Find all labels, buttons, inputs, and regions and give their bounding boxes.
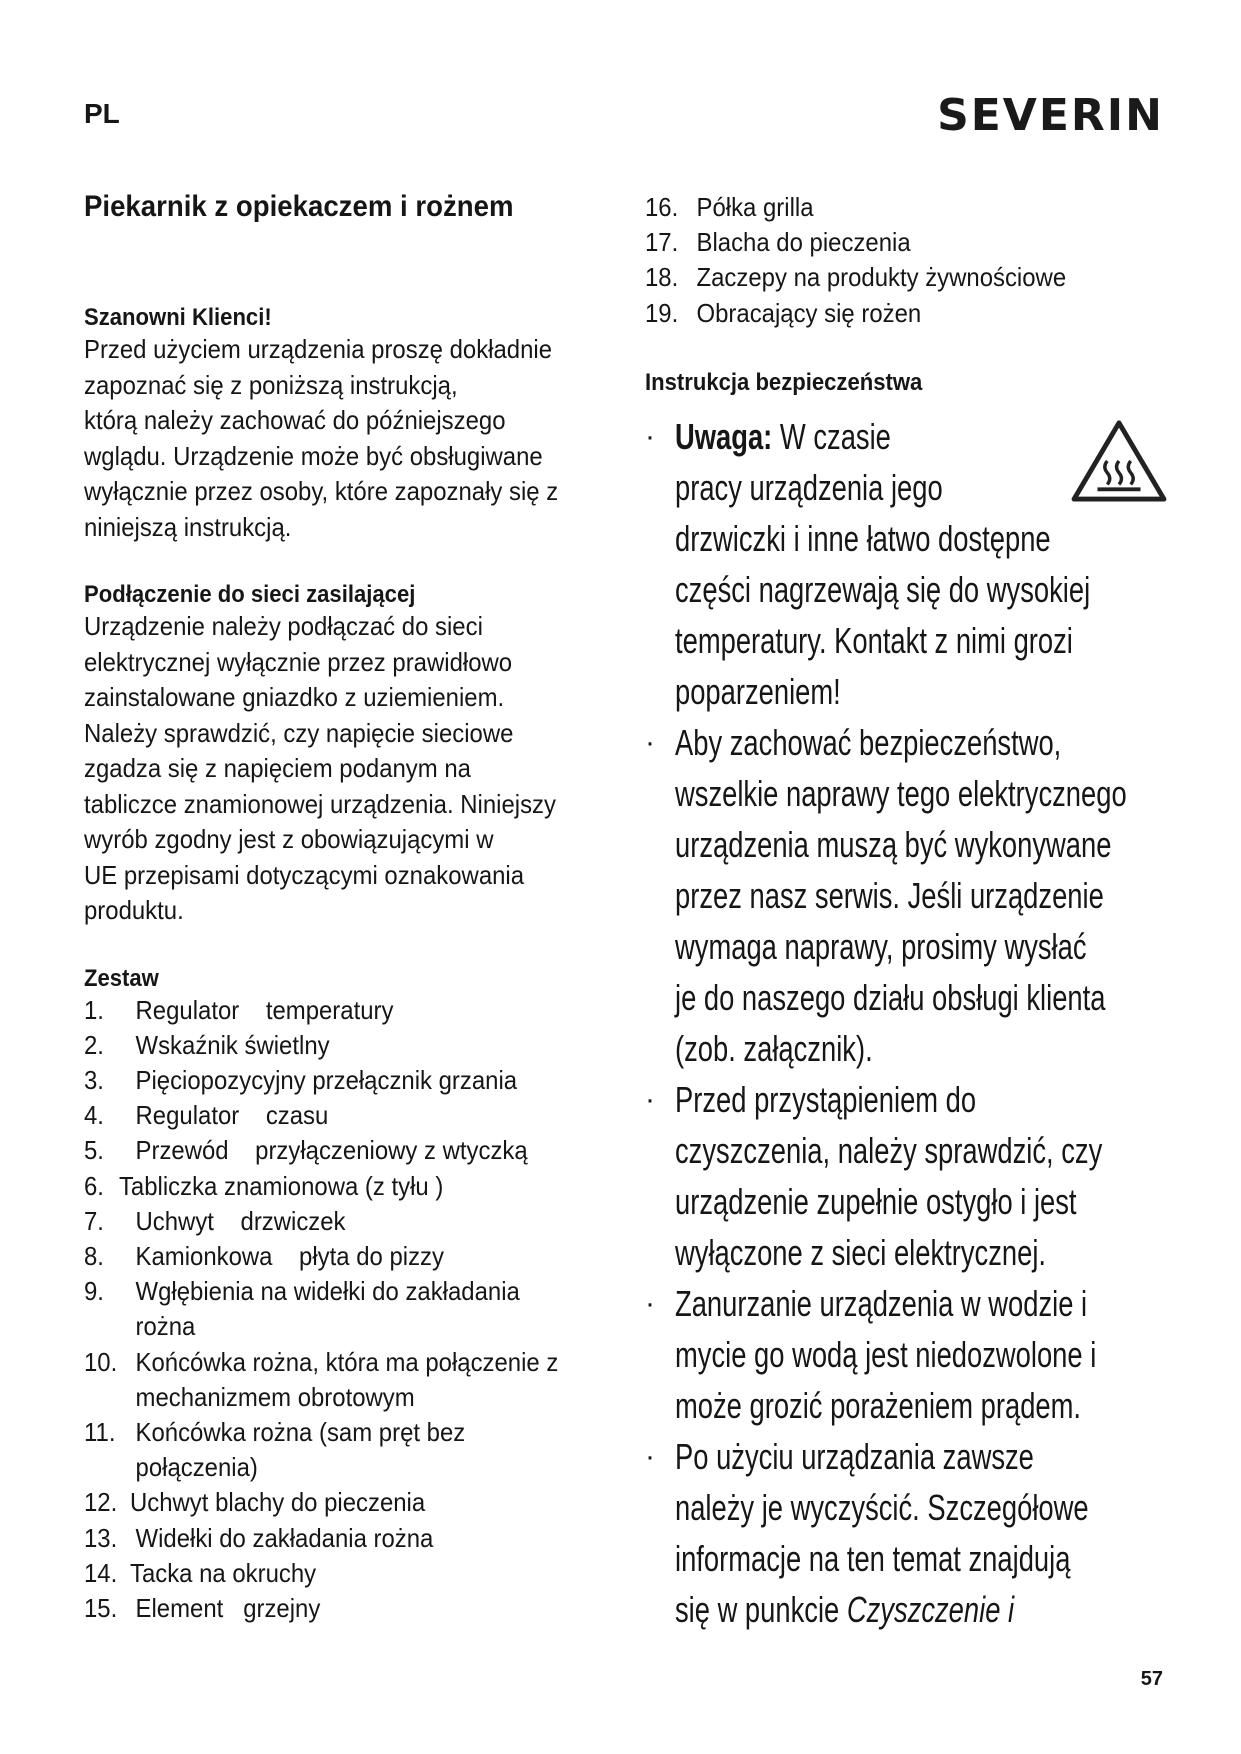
item-number: 9. — [84, 1276, 104, 1307]
item-number: 1. — [84, 994, 104, 1025]
text-line: Po użyciu urządzania zawsze — [675, 1435, 1034, 1477]
item-number: 17. — [645, 227, 679, 258]
item-text: Regulator czasu — [135, 1100, 329, 1131]
text-line: pracy urządzenia jego — [675, 466, 943, 508]
text-line: wyłączone z sieci elektrycznej. — [675, 1231, 1047, 1273]
item-number: 2. — [84, 1029, 104, 1060]
item-number: 8. — [84, 1240, 104, 1271]
safety-heading: Instrukcja bezpieczeństwa — [645, 368, 923, 396]
item-text: Widełki do zakładania rożna — [135, 1522, 434, 1553]
text-line: wglądu. Urządzenie może być obsługiwane — [84, 440, 543, 471]
item-number: 18. — [645, 262, 679, 293]
text-line: produktu. — [84, 895, 184, 925]
set-list — [84, 993, 636, 1627]
text-line: mycie go wodą jest niedozwolone i — [675, 1333, 1097, 1375]
item-text: Regulator temperatury — [135, 994, 394, 1025]
text-line: zapoznać się z poniższą instrukcją, — [84, 369, 458, 400]
text-line: zgadza się z napięciem podanym na — [84, 753, 471, 783]
list-item — [84, 1204, 636, 1239]
text-line: UE przepisami dotyczącymi oznakowania — [84, 859, 525, 890]
left-column — [84, 190, 624, 1626]
text-line: Urządzenie należy podłączać do sieci — [84, 611, 483, 641]
item-number: 19. — [645, 297, 679, 328]
bullet: · — [645, 1082, 655, 1116]
text-line: temperatury. Kontakt z nimi grozi — [675, 619, 1073, 661]
item-text: Przewód przyłączeniowy z wtyczką — [135, 1135, 528, 1166]
safety-item — [645, 1278, 1165, 1431]
bullet: · — [645, 725, 655, 759]
item-number: 10. — [84, 1346, 118, 1377]
item-text: Blacha do pieczenia — [696, 227, 911, 258]
text-line: części nagrzewają się do wysokiej — [675, 568, 1091, 610]
page-number: 57 — [1140, 1668, 1163, 1690]
item-text: Uchwyt blachy do pieczenia — [130, 1487, 426, 1518]
item-number: 15. — [84, 1592, 118, 1623]
text-line: Należy sprawdzić, czy napięcie sieciowe — [84, 717, 514, 748]
text-line: Zanurzanie urządzenia w wodzie i — [675, 1282, 1088, 1324]
text-line: może grozić porażeniem prądem. — [675, 1384, 1082, 1426]
item-number: 5. — [84, 1135, 104, 1166]
safety-item — [645, 1074, 1165, 1278]
item-text: Zaczepy na produkty żywnościowe — [696, 262, 1067, 293]
list-item — [645, 260, 1197, 295]
item-text: Końcówka rożna (sam pręt bez — [135, 1416, 466, 1447]
item-text: Element grzejny — [135, 1592, 321, 1623]
list-item — [84, 1556, 636, 1591]
bullet: · — [645, 419, 655, 453]
list-item — [84, 1063, 636, 1098]
item-text: Obracający się rożen — [696, 297, 922, 328]
item-number: 6. — [84, 1170, 104, 1201]
text-line: je do naszego działu obsługi klienta — [675, 976, 1106, 1018]
list-item — [84, 1591, 636, 1626]
item-text: rożna — [135, 1311, 196, 1342]
text-line: Przed użyciem urządzenia proszę dokładnie — [84, 334, 553, 364]
bullet: · — [645, 1286, 655, 1320]
right-column — [645, 190, 1165, 1635]
item-number: 7. — [84, 1205, 104, 1236]
section-reference: Czyszczenie i — [846, 1588, 1015, 1630]
text-line: drzwiczki i inne łatwo dostępne — [675, 517, 1051, 559]
item-text: mechanizmem obrotowym — [135, 1381, 415, 1412]
text-line: urządzenie zupełnie ostygło i jest — [675, 1180, 1077, 1222]
item-text: Końcówka rożna, która ma połączenie z — [135, 1346, 559, 1377]
text-line: W czasie — [779, 415, 891, 457]
connection-text — [84, 609, 636, 929]
list-item — [84, 1345, 636, 1415]
list-item — [84, 1028, 636, 1063]
list-item — [645, 225, 1197, 260]
text-line: którą należy zachować do późniejszego — [84, 405, 506, 435]
safety-list — [645, 411, 1165, 1635]
text-line: należy je wyczyścić. Szczegółowe — [675, 1486, 1089, 1528]
safety-item — [645, 717, 1165, 1074]
page-title: Piekarnik z opiekaczem i rożnem — [84, 190, 514, 223]
list-item — [84, 1239, 636, 1274]
item-text: Tacka na okruchy — [130, 1557, 317, 1588]
item-text: Kamionkowa płyta do pizzy — [135, 1240, 444, 1271]
text-line: niniejszą instrukcją. — [84, 511, 292, 542]
item-text: Uchwyt drzwiczek — [135, 1205, 346, 1236]
item-number: 13. — [84, 1522, 118, 1553]
item-number: 11. — [84, 1416, 116, 1447]
text-line: informacje na ten temat znajdują — [675, 1537, 1071, 1579]
bullet: · — [645, 1439, 655, 1473]
text-line: wyłącznie przez osoby, które zapoznały się z — [84, 476, 559, 506]
text-line: przez nasz serwis. Jeśli urządzenie — [675, 874, 1104, 916]
item-number: 14. — [84, 1557, 118, 1588]
list-item — [645, 296, 1197, 331]
greeting-text — [84, 332, 636, 545]
list-item — [84, 1098, 636, 1133]
item-text: Tabliczka znamionowa (z tyłu ) — [118, 1170, 444, 1201]
list-item — [84, 1415, 636, 1485]
item-number: 16. — [645, 192, 679, 222]
text-line: zainstalowane gniazdko z uziemieniem. — [84, 682, 505, 712]
text-line: Aby zachować bezpieczeństwo, — [675, 721, 1062, 763]
text-line: wyrób zgodny jest z obowiązującymi w — [84, 824, 494, 854]
safety-item — [645, 1431, 1165, 1635]
list-item — [84, 1274, 636, 1344]
list-item — [84, 1521, 636, 1556]
text-line: poparzeniem! — [675, 670, 841, 712]
item-text: Półka grilla — [696, 192, 814, 222]
text-line: tabliczce znamionowej urządzenia. Niniejszy — [84, 788, 556, 819]
text-line: się w punkcie — [675, 1588, 847, 1630]
set-heading: Zestaw — [84, 964, 159, 992]
list-item — [84, 1485, 636, 1520]
hot-surface-warning-icon — [1070, 418, 1168, 504]
set-list-continued — [645, 190, 1197, 331]
item-number: 3. — [84, 1064, 104, 1095]
list-item — [84, 1133, 636, 1168]
connection-heading: Podłączenie do sieci zasilającej — [84, 581, 416, 608]
brand-logo: SEVERIN — [937, 90, 1164, 141]
item-number: 12. — [84, 1487, 118, 1518]
item-text: Wskaźnik świetlny — [135, 1029, 330, 1060]
text-line: wymaga naprawy, prosimy wysłać — [675, 925, 1087, 967]
item-text: Pięciopozycyjny przełącznik grzania — [135, 1064, 518, 1095]
list-item — [84, 993, 636, 1028]
item-text: połączenia) — [135, 1452, 258, 1483]
list-item — [645, 190, 1197, 225]
text-line: (zob. załącznik). — [675, 1027, 873, 1069]
item-number: 4. — [84, 1100, 104, 1131]
warning-label: Uwaga: — [675, 415, 773, 457]
list-item — [84, 1169, 636, 1204]
text-line: urządzenia muszą być wykonywane — [675, 823, 1112, 865]
lang-code: PL — [84, 98, 120, 129]
text-line: Przed przystąpieniem do — [675, 1078, 977, 1120]
item-text: Wgłębienia na widełki do zakładania — [135, 1276, 520, 1307]
text-line: wszelkie naprawy tego elektrycznego — [675, 772, 1127, 814]
text-line: czyszczenia, należy sprawdzić, czy — [675, 1129, 1103, 1171]
text-line: elektrycznej wyłącznie przez prawidłowo — [84, 646, 513, 677]
greeting-heading: Szanowni Klienci! — [84, 304, 272, 331]
